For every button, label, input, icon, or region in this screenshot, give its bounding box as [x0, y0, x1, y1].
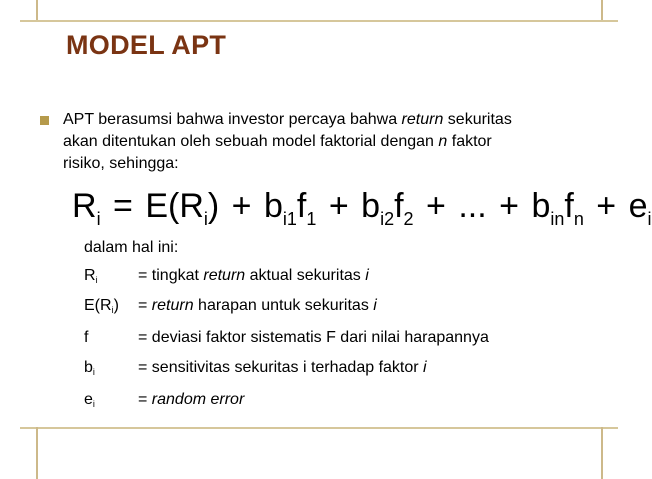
bullet-paragraph: APT berasumsi bahwa investor percaya bahwa return sekuritas akan ditentukan oleh sebuah model faktorial dengan n faktor risiko, sehingga: [63, 111, 512, 172]
apt-formula: $R_i = E(R_i) + b_{i1}f_1 + b_{i2}f_2$ + ... + $b_{in}f_n + e_i$ [72, 187, 652, 229]
frame-bottom-line [20, 427, 618, 429]
slide-title: MODEL APT [66, 30, 227, 60]
frame-left-bottom-line [36, 427, 38, 479]
square-bullet-icon [40, 116, 49, 125]
frame-right-bottom-line [601, 427, 603, 479]
definitions-intro: dalam hal ini: [84, 239, 179, 256]
frame-left-top-line [36, 0, 38, 22]
frame-right-top-line [601, 0, 603, 22]
frame-top-line [20, 20, 618, 22]
